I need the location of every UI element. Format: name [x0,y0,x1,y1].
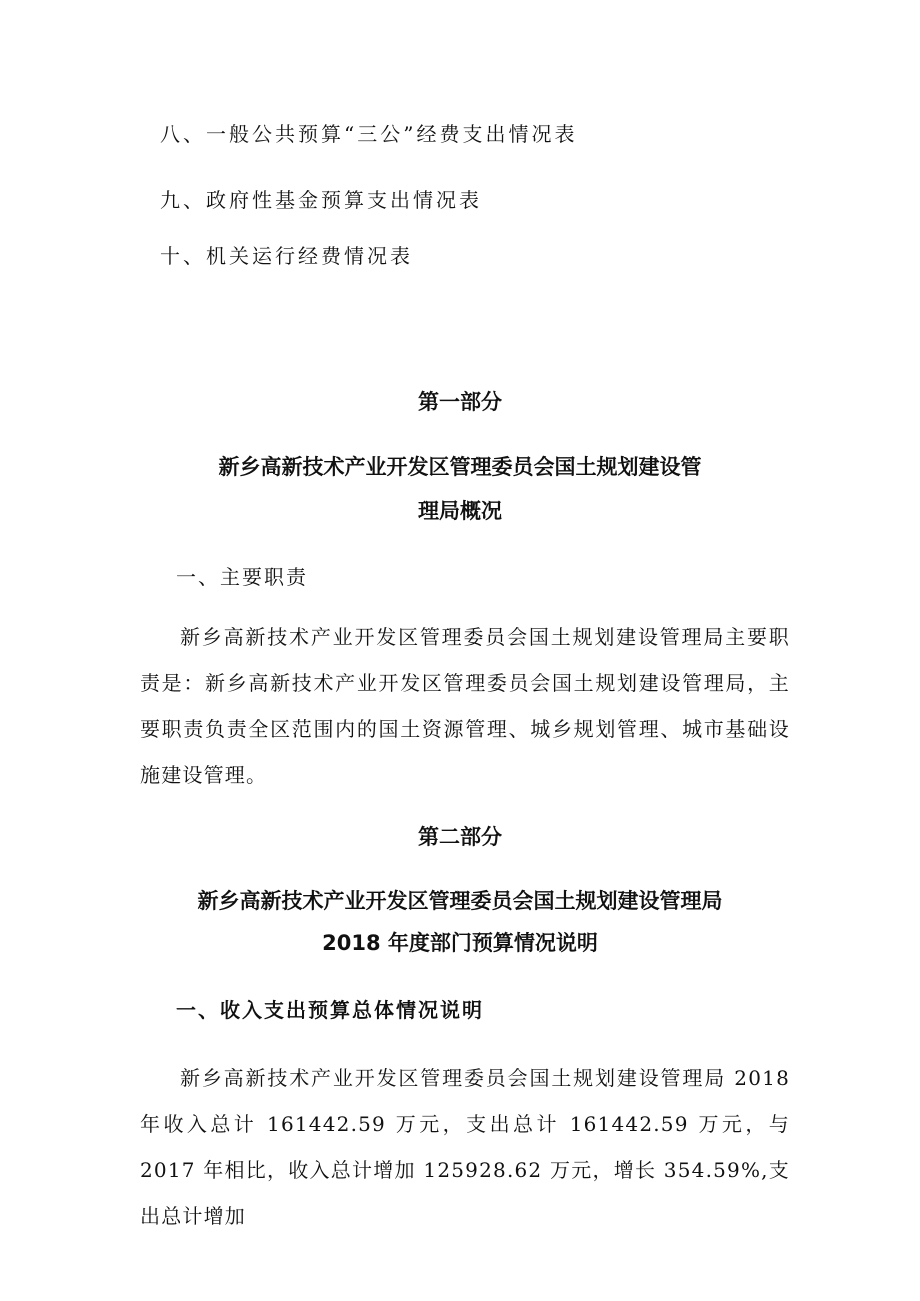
part2-title-line2: 2018 年度部门预算情况说明 [322,931,598,955]
toc-item-9: 九、政府性基金预算支出情况表 [160,188,482,212]
part1-section1-heading: 一、主要职责 [176,565,308,589]
toc-item-8: 八、一般公共预算“三公”经费支出情况表 [160,122,578,146]
part1-heading: 第一部分 [418,390,502,414]
part2-section1-body: 新乡高新技术产业开发区管理委员会国土规划建设管理局 2018 年收入总计 161442.59 万元，支出总计 161442.59 万元，与 2017 年相比，收入总计增加 125928.62 万元，增长 354.59%,支出总计增加 [140,1066,790,1228]
part1-title-line2: 理局概况 [418,499,502,523]
part2-section1-heading: 一、收入支出预算总体情况说明 [176,998,484,1022]
part2-heading: 第二部分 [418,825,502,849]
part1-section1-body: 新乡高新技术产业开发区管理委员会国土规划建设管理局主要职责是：新乡高新技术产业开发区管理委员会国土规划建设管理局，主要职责负责全区范围内的国土资源管理、城乡规划管理、城市基础设施建设管理。 [140,625,790,787]
part1-title-line1: 新乡高新技术产业开发区管理委员会国土规划建设管 [218,455,702,479]
part2-title-line1: 新乡高新技术产业开发区管理委员会国土规划建设管理局 [197,889,723,913]
toc-item-10: 十、机关运行经费情况表 [160,244,413,268]
